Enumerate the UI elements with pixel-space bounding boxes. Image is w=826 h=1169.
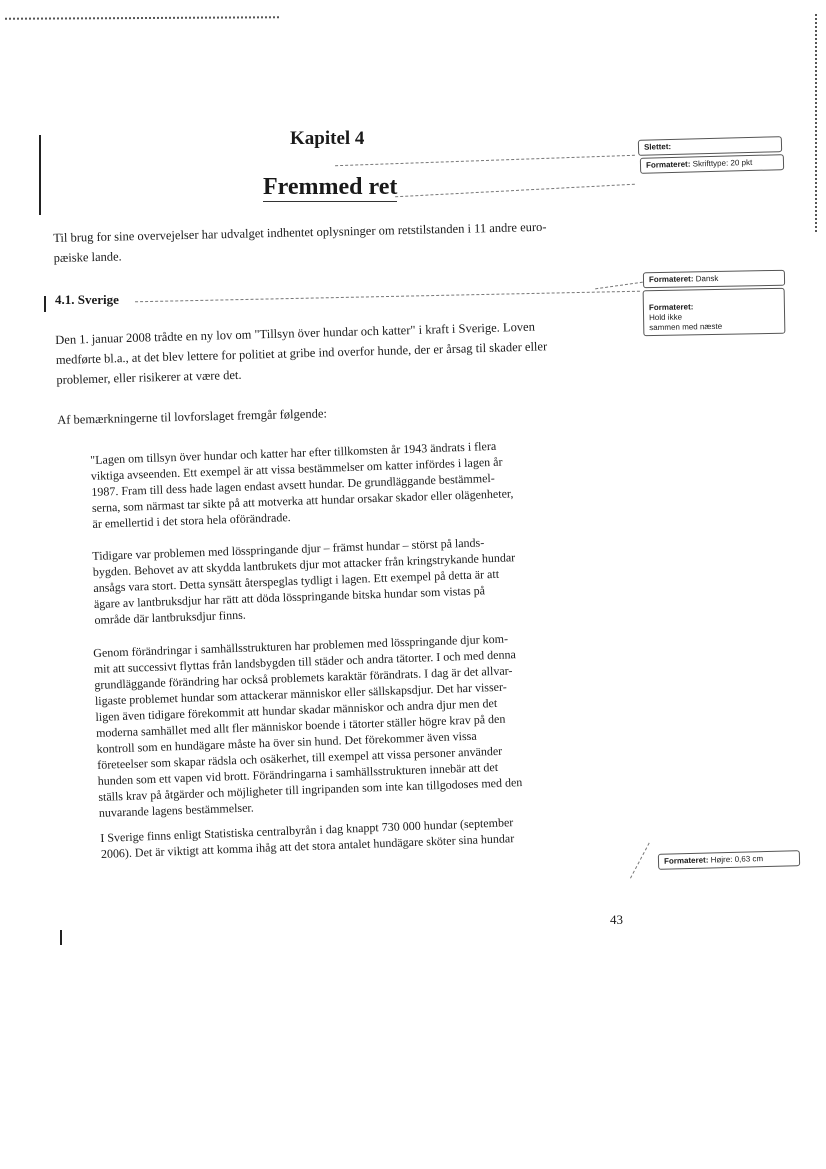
comment-balloon-font-size[interactable] (640, 154, 784, 174)
comment-value: Dansk (695, 273, 719, 284)
change-bar-section (44, 296, 46, 312)
comment-value: Hold ikke sammen med næste (649, 312, 723, 333)
chapter-label: Kapitel 4 (290, 128, 365, 149)
intro-paragraph: Til brug for sine overvejelser har udvalget indhentet oplysninger om retstilstanden i 11 andre euro- pæiske lande. (53, 219, 547, 265)
comment-value: Højre: 0,63 cm (710, 854, 764, 865)
comment-value: Skrifttype: 20 pkt (692, 157, 753, 169)
comment-label: Formateret: (648, 302, 694, 313)
page-number: 43 (610, 912, 623, 927)
section-heading: 4.1. Sverige (55, 292, 119, 307)
comment-label: Formateret: (663, 855, 709, 866)
comment-label: Formateret: (645, 159, 691, 170)
quote-paragraph-1: "Lagen om tillsyn över hundar och katter har efter tillkomsten år 1943 ändrats i flera viktiga avseenden. Ett exempel är att vissa bestämmelser om katter infördes i lagen år 1987. Fram till dess hade lagen endast avsett hundar. De grundläggande bestämmel- serna, som närmast tar sikte på att motverka att hundar orsakar skador eller olägenheter, är emellertid i det stora hela oförändrade. (90, 438, 514, 531)
scan-edge-top (5, 16, 280, 19)
comment-balloon-deleted[interactable] (638, 136, 782, 156)
quote-paragraph-2: Tidigare var problemen med lösspringande djur – främst hundar – störst på lands- bygden. Behovet av att skydda lantbrukets djur mot attacker från kringstrykande hundar ansågs vara stort. Detta synsätt återspeglas tydligt i lagen. Ett exempel på detta är att ägare av lantbruksdjur har rätt att döda lösspringande bitska hundar som vistas på område där lantbruksdjur finns. (92, 535, 516, 627)
chapter-title: Fremmed ret (263, 174, 398, 200)
change-bar-bottom (60, 930, 62, 945)
scan-edge-right (815, 14, 817, 234)
comment-connector-1 (595, 282, 643, 290)
body-paragraph-1: Den 1. januar 2008 trådte en ny lov om "Tillsyn över hundar och katter" i kraft i Sverige. Loven medførte bl.a., at det blev lettere for politiet at gribe ind overfor hunde, der er årsag til skader eller problemer, eller risikerer at være det. (55, 319, 548, 387)
comment-label: Formateret: (648, 274, 694, 285)
comment-balloon-keep-with-next[interactable] (643, 288, 786, 336)
change-bar-header (39, 135, 41, 215)
quote-paragraph-4: I Sverige finns enligt Statistiska centralbyrån i dag knappt 730 000 hundar (september 2006). Det är viktigt att komma ihåg att det stora antalet hundägare sköter sina hundar (100, 815, 515, 861)
section-leader-line (135, 291, 640, 303)
comment-balloon-indent[interactable] (658, 850, 800, 870)
comment-connector-2 (630, 843, 650, 879)
body-paragraph-2: Af bemærkningerne til lovforslaget fremgår følgende: (57, 406, 328, 427)
title-leader-line (395, 184, 635, 198)
quote-paragraph-3: Genom förändringar i samhällsstrukturen har problemen med lösspringande djur kom- mit att successivt flyttas från landsbygden till städer och andra tätorter. I och med denna grundläggande förändring har också problemets karaktär förändrats. I dag är det allvar- ligaste problemet hundar som attackerar människor eller sällskapsdjur. Det har visser- ligen även tidigare förekommit att hundar skadar människor och andra djur men det moderna samhället med allt fler människor boende i tätorter ställer högre krav på den kontroll som en hundägare måste ha över sin hund. Det förekommer även vissa företeelser som skapar rädsla och osäkerhet, till exempel att vissa personer använder hunden som ett vapen vid brott. Förändringarna i samhällsstrukturen innebär att det ställs krav på åtgärder och möjligheter till ingripanden som inte kan tillgodoses med den nuvarande lagens bestämmelser. (93, 631, 523, 820)
comment-label: Slettet: (643, 142, 672, 152)
comment-balloon-language[interactable] (643, 270, 785, 288)
chapter-leader-line (335, 155, 635, 166)
